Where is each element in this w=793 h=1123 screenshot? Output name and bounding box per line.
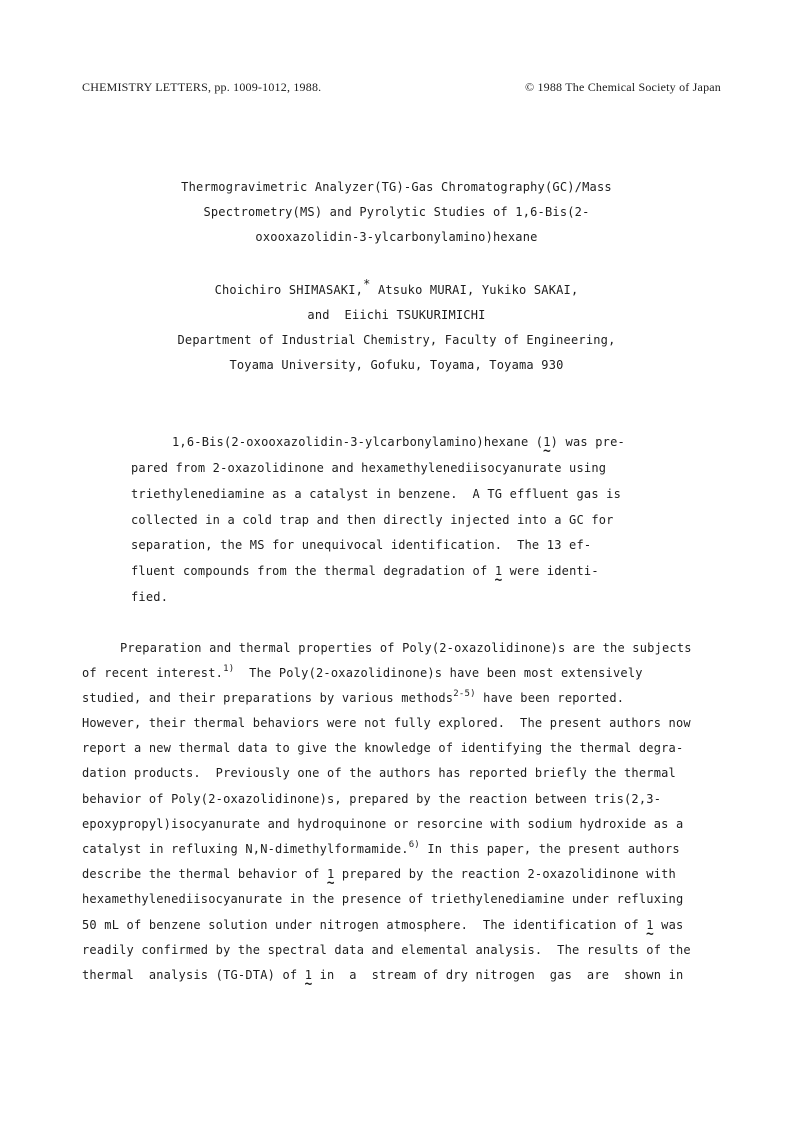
body-line-3 (82, 691, 624, 705)
citation-sup: 6) (408, 840, 420, 850)
abstract-text: fluent compounds from the thermal degradation of (131, 564, 495, 578)
body-line-2 (82, 666, 643, 680)
author-names-a: Choichiro SHIMASAKI, (214, 283, 364, 297)
compound-ref: 1 ~ (543, 435, 550, 449)
body-line-7: behavior of Poly(2-oxazolidinone)s, prepared by the reaction between tris(2,3- (82, 792, 662, 806)
title-line-2: Spectrometry(MS) and Pyrolytic Studies of 1,6-Bis(2- (203, 205, 590, 219)
abstract-line-3: triethylenediamine as a catalyst in benzene. A TG effluent gas is (131, 487, 622, 501)
body-text: prepared by the reaction 2-oxazolidinone with (334, 867, 676, 881)
body-line-9 (82, 842, 680, 856)
affiliation-line-2: Toyama University, Gofuku, Toyama, Toyama 930 (229, 358, 564, 372)
abstract-text: 1,6-Bis(2-oxooxazolidin-3-ylcarbonylamino)hexane ( (172, 435, 544, 449)
body-text: was (653, 918, 684, 932)
title-line-3: oxooxazolidin-3-ylcarbonylamino)hexane (255, 230, 538, 244)
corresponding-author-star: * (363, 277, 371, 291)
body-line-13: readily confirmed by the spectral data and elemental analysis. The results of the (82, 943, 691, 957)
body-text: studied, and their preparations by various methods (82, 691, 454, 705)
body-line-8: epoxypropyl)isocyanurate and hydroquinone or resorcine with sodium hydroxide as a (82, 817, 684, 831)
abstract-line-5: separation, the MS for unequivocal identification. The 13 ef- (131, 538, 592, 552)
body-line-10 (82, 867, 676, 881)
abstract-line-1 (172, 435, 625, 449)
abstract-line-4: collected in a cold trap and then directly injected into a GC for (131, 513, 614, 527)
body-text: have been reported. (475, 691, 625, 705)
body-text: catalyst in refluxing N,N-dimethylformamide. (82, 842, 409, 856)
abstract-text: ) was pre- (550, 435, 625, 449)
citation-sup: 1) (223, 664, 235, 674)
body-line-12 (82, 918, 683, 932)
compound-ref: 1 ~ (495, 564, 502, 578)
abstract-line-6 (131, 564, 599, 578)
body-line-5: report a new thermal data to give the knowledge of identifying the thermal degra- (82, 741, 684, 755)
body-line-4: However, their thermal behaviors were not fully explored. The present authors now (82, 716, 691, 730)
copyright-notice: © 1988 The Chemical Society of Japan (524, 80, 721, 94)
body-line-1: Preparation and thermal properties of Poly(2-oxazolidinone)s are the subjects (120, 641, 692, 655)
abstract-line-7: fied. (131, 590, 169, 604)
body-line-6: dation products. Previously one of the authors has reported briefly the thermal (82, 766, 676, 780)
compound-ref: 1 ~ (305, 968, 312, 982)
abstract-text: were identi- (502, 564, 599, 578)
compound-ref: 1 ~ (327, 867, 334, 881)
body-line-11: hexamethylenediisocyanurate in the presence of triethylenediamine under refluxing (82, 892, 684, 906)
body-text: The Poly(2-oxazolidinone)s have been most extensively (234, 666, 643, 680)
compound-ref: 1 ~ (646, 918, 653, 932)
body-text: of recent interest. (82, 666, 224, 680)
author-names-b: Atsuko MURAI, Yukiko SAKAI, (370, 283, 579, 297)
abstract-line-2: pared from 2-oxazolidinone and hexamethylenediisocyanurate using (131, 461, 607, 475)
author-line-1 (0, 277, 793, 297)
author-line-2: and Eiichi TSUKURIMICHI (307, 308, 486, 322)
body-line-14 (82, 968, 683, 982)
affiliation-line-1: Department of Industrial Chemistry, Faculty of Engineering, (177, 333, 616, 347)
title-line-1: Thermogravimetric Analyzer(TG)-Gas Chromatography(GC)/Mass (181, 180, 612, 194)
body-text: in a stream of dry nitrogen gas are shown in (312, 968, 684, 982)
body-text: In this paper, the present authors (419, 842, 680, 856)
journal-citation: CHEMISTRY LETTERS, pp. 1009-1012, 1988. (82, 80, 322, 94)
body-text: 50 mL of benzene solution under nitrogen atmosphere. The identification of (82, 918, 647, 932)
body-text: describe the thermal behavior of (82, 867, 328, 881)
citation-sup: 2-5) (453, 689, 476, 699)
body-text: thermal analysis (TG-DTA) of (82, 968, 305, 982)
